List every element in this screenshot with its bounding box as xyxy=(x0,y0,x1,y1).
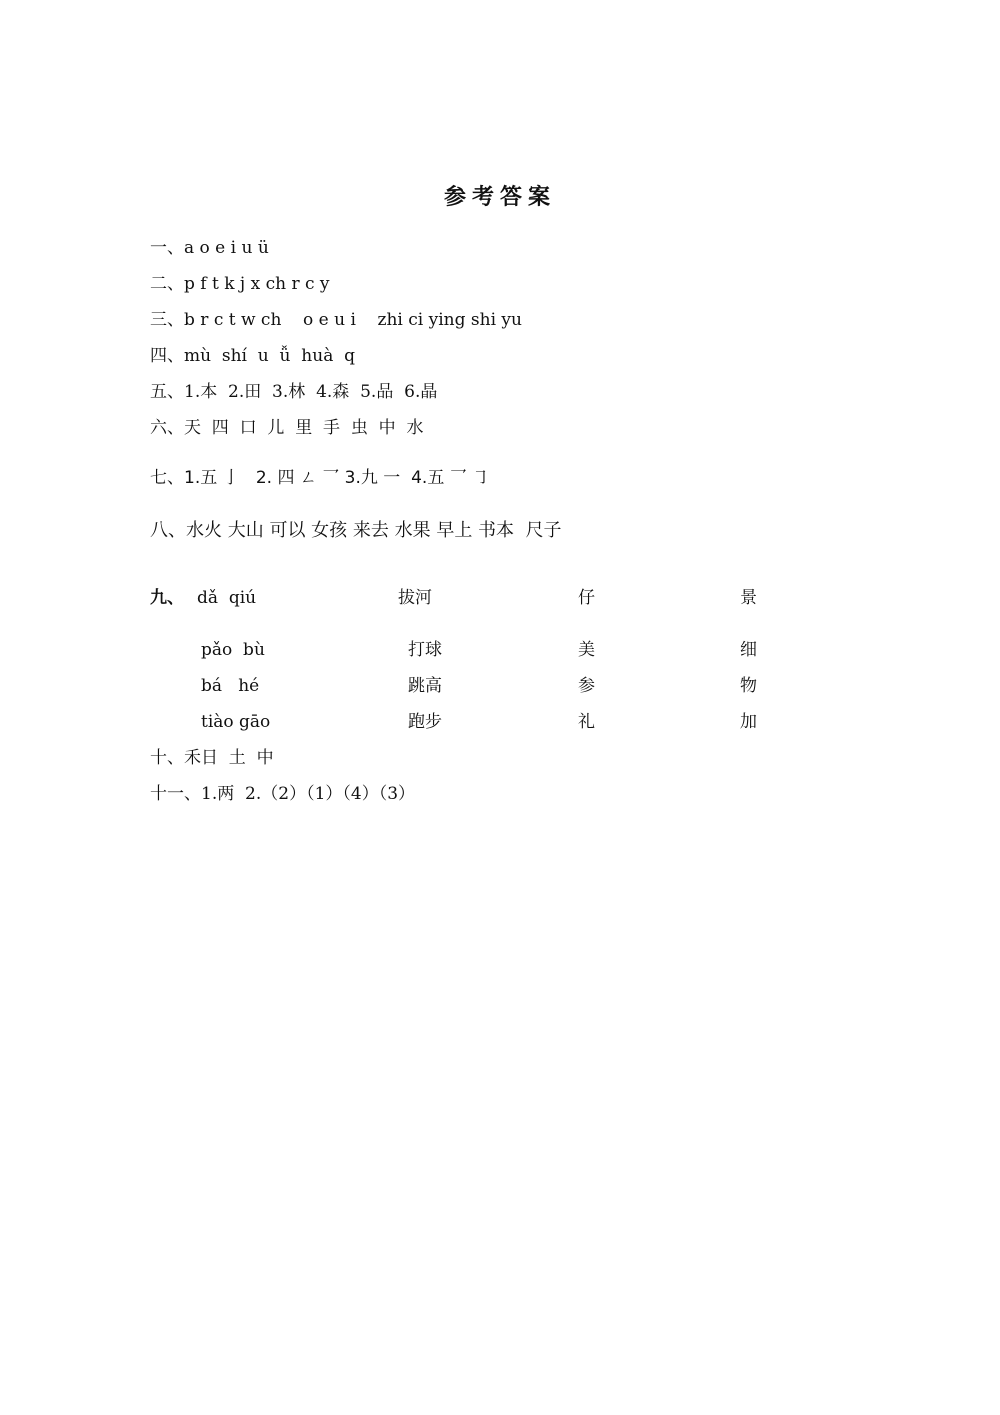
q9-row3-col3: 参 xyxy=(578,676,595,696)
q9-row2-col3: 美 xyxy=(578,640,595,660)
q9-row3-pinyin: bá hé xyxy=(201,676,260,696)
answer-7: 七、1.五 亅 2. 四 ㄥ 乛 3.九 一 4.五 乛 ㇆ xyxy=(150,468,490,488)
answer-3: 三、b r c t w ch o e u i zhi ci ying shi yu xyxy=(150,310,522,330)
q9-row4-col3: 礼 xyxy=(578,712,595,732)
answer-4: 四、mù shí u ǚ huà q xyxy=(150,346,356,366)
page-title: 参考答案 xyxy=(443,185,556,210)
answer-10: 十、禾日 土 中 xyxy=(150,748,274,768)
answer-2: 二、p f t k j x ch r c y xyxy=(150,274,330,294)
q9-row3-word: 跳高 xyxy=(408,676,442,696)
q9-row1-col3: 仔 xyxy=(578,588,595,608)
answer-1: 一、a o e i u ü xyxy=(150,238,269,258)
q9-row1-col4: 景 xyxy=(740,588,757,608)
answer-6: 六、天 四 口 儿 里 手 虫 中 水 xyxy=(150,418,424,438)
q9-row2-pinyin: pǎo bù xyxy=(201,640,265,660)
q9-row1-pinyin: dǎ qiú xyxy=(197,588,257,608)
answer-5: 五、1.本 2.田 3.林 4.森 5.品 6.晶 xyxy=(150,382,438,402)
answer-8: 八、水火 大山 可以 女孩 来去 水果 早上 书本 尺子 xyxy=(150,520,562,541)
q9-row1-word: 拔河 xyxy=(398,588,432,608)
q9-row2-word: 打球 xyxy=(408,640,442,660)
q9-row3-col4: 物 xyxy=(740,676,757,696)
q9-row4-pinyin: tiào gāo xyxy=(201,712,271,732)
q9-row4-word: 跑步 xyxy=(408,712,442,732)
q9-row4-col4: 加 xyxy=(740,712,757,732)
answer-11: 十一、1.两 2.（2）（1）（4）（3） xyxy=(150,784,416,804)
answer-9-label: 九、 xyxy=(150,588,184,608)
q9-row2-col4: 细 xyxy=(740,640,757,660)
